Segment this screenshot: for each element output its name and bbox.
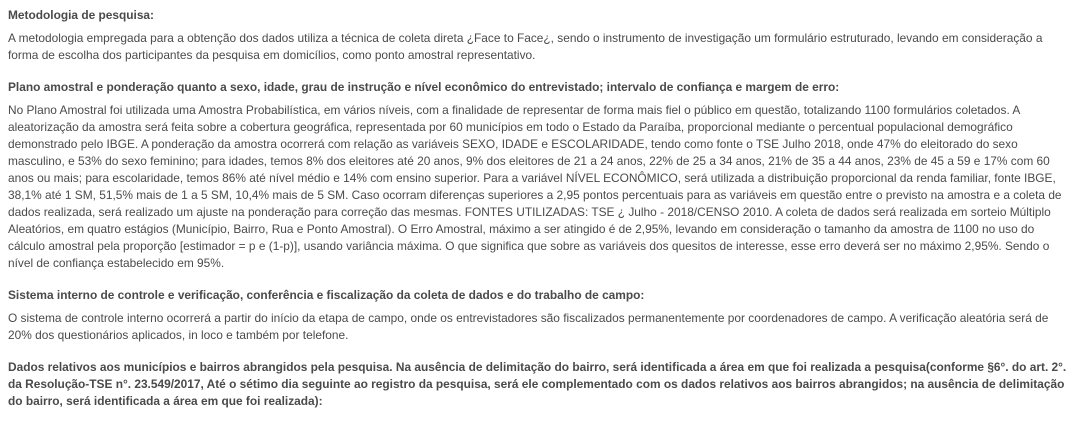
- section-plano-amostral: [8, 79, 1068, 272]
- section-body: No Plano Amostral foi utilizada uma Amostra Probabilística, em vários níveis, com a finalidade de representar de forma mais fiel o público em questão, totalizando 1100 formulários coletados. A aleatorização da amostra será feita sobre a cobertura geográfica, representada por 60 municípios em todo o Estado da Paraíba, proporcional mediante o percentual populacional demográfico demonstrado pelo IBGE. A ponderação da amostra ocorrerá com relação as variáveis SEXO, IDADE e ESCOLARIDADE, tendo como fonte o TSE Julho 2018, onde 47% do eleitorado do sexo masculino, e 53% do sexo feminino; para idades, temos 8% dos eleitores até 20 anos, 9% dos eleitores de 21 a 24 anos, 22% de 25 a 34 anos, 21% de 35 a 44 anos, 23% de 45 a 59 e 17% com 60 anos ou mais; para escolaridade, temos 86% até nível médio e 14% com ensino superior. Para a variável NÍVEL ECONÔMICO, será utilizada a distribuição proporcional da renda familiar, fonte IBGE, 38,1% até 1 SM, 51,5% mais de 1 a 5 SM, 10,4% mais de 5 SM. Caso ocorram diferenças superiores a 2,95 pontos percentuais para as variáveis em questão entre o previsto na amostra e a coleta de dados realizada, será realizado um ajuste na ponderação para correção das mesmas. FONTES UTILIZADAS: TSE ¿ Julho - 2018/CENSO 2010. A coleta de dados será realizada em sorteio Múltiplo Aleatórios, em quatro estágios (Município, Bairro, Rua e Ponto Amostral). O Erro Amostral, máximo a ser atingido é de 2,95%, levando em consideração o tamanho da amostra de 1100 no uso do cálculo amostral pela proporção [estimador = p e (1-p)], usando variância máxima. O que significa que sobre as variáveis dos quesitos de interesse, esse erro deverá ser no máximo 2,95%. Sendo o nível de confiança estabelecido em 95%.: [8, 103, 1062, 270]
- section-body: O sistema de controle interno ocorrerá a partir do início da etapa de campo, onde os entrevistadores são fiscalizados permanentemente por coordenadores de campo. A verificação aleatória será de 20% dos questionários aplicados, in loco e também por telefone.: [8, 311, 1049, 342]
- section-body: A metodologia empregada para a obtenção dos dados utiliza a técnica de coleta direta ¿Face to Face¿, sendo o instrumento de investigação um formulário estruturado, levando em consideração a forma de escolha dos participantes da pesquisa em domicílios, como ponto amostral representativo.: [8, 31, 1043, 62]
- section-heading: Dados relativos aos municípios e bairros abrangidos pela pesquisa. Na ausência de delimitação do bairro, será identificada a área em que foi realizada a pesquisa(conforme §6°. do art. 2°. da Resolução-TSE n°. 23.549/2017, Até o sétimo dia seguinte ao registro da pesquisa, será ele complementado com os dados relativos aos bairros abrangidos; na ausência de delimitação do bairro, será identificada a área em que foi realizada):: [8, 360, 1067, 408]
- section-heading: Sistema interno de controle e verificação, conferência e fiscalização da coleta de dados e do trabalho de campo:: [8, 288, 645, 302]
- section-controle-interno: [8, 287, 1068, 344]
- section-heading: Plano amostral e ponderação quanto a sexo, idade, grau de instrução e nível econômico do entrevistado; intervalo de confiança e margem de erro:: [8, 80, 840, 94]
- section-heading: Metodologia de pesquisa:: [8, 8, 155, 22]
- section-municipios-bairros: [8, 359, 1068, 410]
- section-metodologia: [8, 7, 1068, 64]
